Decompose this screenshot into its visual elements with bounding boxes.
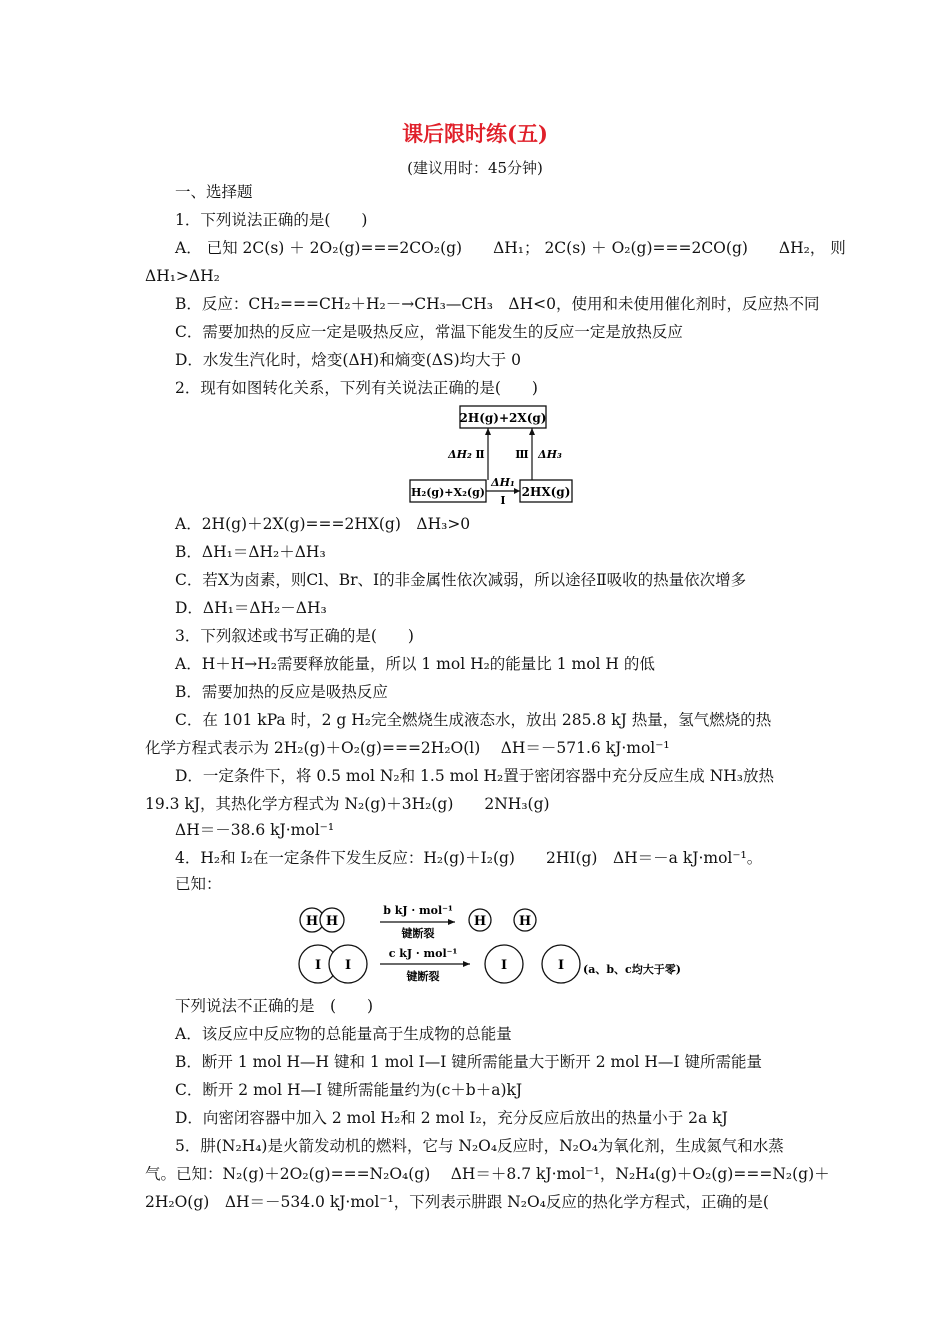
h-atom-4: H xyxy=(518,914,532,929)
q3-option-c: C．在 101 kPa 时，2 g H₂完全燃烧生成液态水，放出 285.8 kJ 热量，氢气燃烧的热 xyxy=(175,711,772,729)
q1-option-d: D．水发生汽化时，焓变(ΔH)和熵变(ΔS)均大于 0 xyxy=(175,351,521,369)
q1-option-c: C．需要加热的反应一定是吸热反应，常温下能发生的反应一定是放热反应 xyxy=(175,323,683,341)
q1-option-a-cont: ΔH₁>ΔH₂ xyxy=(145,267,220,285)
q4-given: 已知： xyxy=(175,875,222,893)
q4-option-d: D．向密闭容器中加入 2 mol H₂和 2 mol I₂，充分反应后放出的热量小于 2a kJ xyxy=(175,1109,728,1127)
h-atom-3: H xyxy=(473,914,487,929)
q2-option-c: C．若X为卤素，则Cl、Br、I的非金属性依次减弱，所以途径Ⅱ吸收的热量依次增多 xyxy=(175,571,747,589)
path1-label: Ⅰ xyxy=(500,494,506,507)
section-heading: 一、选择题 xyxy=(175,183,253,201)
energy-b-label: b kJ · mol⁻¹ xyxy=(383,904,453,917)
page-subtitle: (建议用时：45分钟) xyxy=(407,159,543,177)
q4-option-b: B．断开 1 mol H—H 键和 1 mol I—I 键所需能量大于断开 2 mol H—I 键所需能量 xyxy=(175,1053,762,1071)
top-box-label: 2H(g)+2X(g) xyxy=(459,411,547,425)
q2-option-d: D．ΔH₁＝ΔH₂－ΔH₃ xyxy=(175,599,327,617)
q3-option-d-enthalpy: ΔH＝－38.6 kJ·mol⁻¹ xyxy=(175,821,335,839)
page-title: 课后限时练(五) xyxy=(402,121,548,146)
q1-option-b: B．反应：CH₂===CH₂＋H₂－→CH₃—CH₃ ΔH<0，使用和未使用催化剂时，反应热不同 xyxy=(175,295,820,313)
dh2-label: ΔH₂ xyxy=(448,448,472,461)
h-atom-1: H xyxy=(305,914,319,929)
q2-stem: 2．现有如图转化关系，下列有关说法正确的是( ) xyxy=(175,379,538,397)
q3-option-d-cont: 19.3 kJ，其热化学方程式为 N₂(g)＋3H₂(g) 2NH₃(g) xyxy=(145,795,550,813)
h-atom-2: H xyxy=(325,914,339,929)
i-atom-3: I xyxy=(500,958,508,973)
dh3-label: ΔH₃ xyxy=(538,448,562,461)
break-label-h: 键断裂 xyxy=(401,927,435,940)
q3-option-d: D．一定条件下，将 0.5 mol N₂和 1.5 mol H₂置于密闭容器中充分反应生成 NH₃放热 xyxy=(175,767,774,785)
dh1-label: ΔH₁ xyxy=(491,476,515,489)
q3-stem: 3．下列叙述或书写正确的是( ) xyxy=(175,627,414,645)
i-atom-1: I xyxy=(314,958,322,973)
path2-label: Ⅱ xyxy=(475,448,485,461)
i-atom-2: I xyxy=(344,958,352,973)
q5-stem: 5．肼(N₂H₄)是火箭发动机的燃料，它与 N₂O₄反应时，N₂O₄为氧化剂，生成氮气和水蒸 xyxy=(175,1137,784,1155)
q1-option-a: A． 已知 2C(s) ＋ 2O₂(g)===2CO₂(g) ΔH₁； 2C(s) ＋ O₂(g)===2CO(g) ΔH₂， 则 xyxy=(175,239,846,257)
q1-stem: 1．下列说法正确的是( ) xyxy=(175,211,368,229)
q4-stem: 4．H₂和 I₂在一定条件下发生反应：H₂(g)＋I₂(g) 2HI(g) ΔH＝－a kJ·mol⁻¹。 xyxy=(175,849,763,867)
q4-question: 下列说法不正确的是 ( ) xyxy=(175,997,374,1015)
energy-cycle-diagram xyxy=(400,400,590,510)
right-box-label: 2HX(g) xyxy=(521,485,571,499)
energy-c-label: c kJ · mol⁻¹ xyxy=(388,947,458,960)
q3-option-c-cont: 化学方程式表示为 2H₂(g)＋O₂(g)===2H₂O(l) ΔH＝－571.6 kJ·mol⁻¹ xyxy=(145,739,670,757)
bond-breaking-diagram xyxy=(290,896,710,992)
diagram-note: (a、b、c均大于零) xyxy=(583,963,681,976)
q3-option-a: A．H＋H→H₂需要释放能量，所以 1 mol H₂的能量比 1 mol H 的低 xyxy=(175,655,655,673)
q4-option-a: A．该反应中反应物的总能量高于生成物的总能量 xyxy=(175,1025,512,1043)
q5-stem-cont-2: 2H₂O(g) ΔH＝－534.0 kJ·mol⁻¹，下列表示肼跟 N₂O₄反应的热化学方程式，正确的是( xyxy=(145,1193,769,1211)
q4-option-c: C．断开 2 mol H—I 键所需能量约为(c＋b＋a)kJ xyxy=(175,1081,523,1099)
q2-option-a: A．2H(g)＋2X(g)===2HX(g) ΔH₃>0 xyxy=(175,515,471,533)
break-label-i: 键断裂 xyxy=(406,970,440,983)
q2-option-b: B．ΔH₁＝ΔH₂＋ΔH₃ xyxy=(175,543,326,561)
left-box-label: H₂(g)+X₂(g) xyxy=(411,486,485,499)
path3-label: Ⅲ xyxy=(515,448,529,461)
i-atom-4: I xyxy=(557,958,565,973)
q5-stem-cont-1: 气。已知：N₂(g)＋2O₂(g)===N₂O₄(g) ΔH＝＋8.7 kJ·mol⁻¹，N₂H₄(g)＋O₂(g)===N₂(g)＋ xyxy=(145,1165,830,1183)
q3-option-b: B．需要加热的反应是吸热反应 xyxy=(175,683,388,701)
